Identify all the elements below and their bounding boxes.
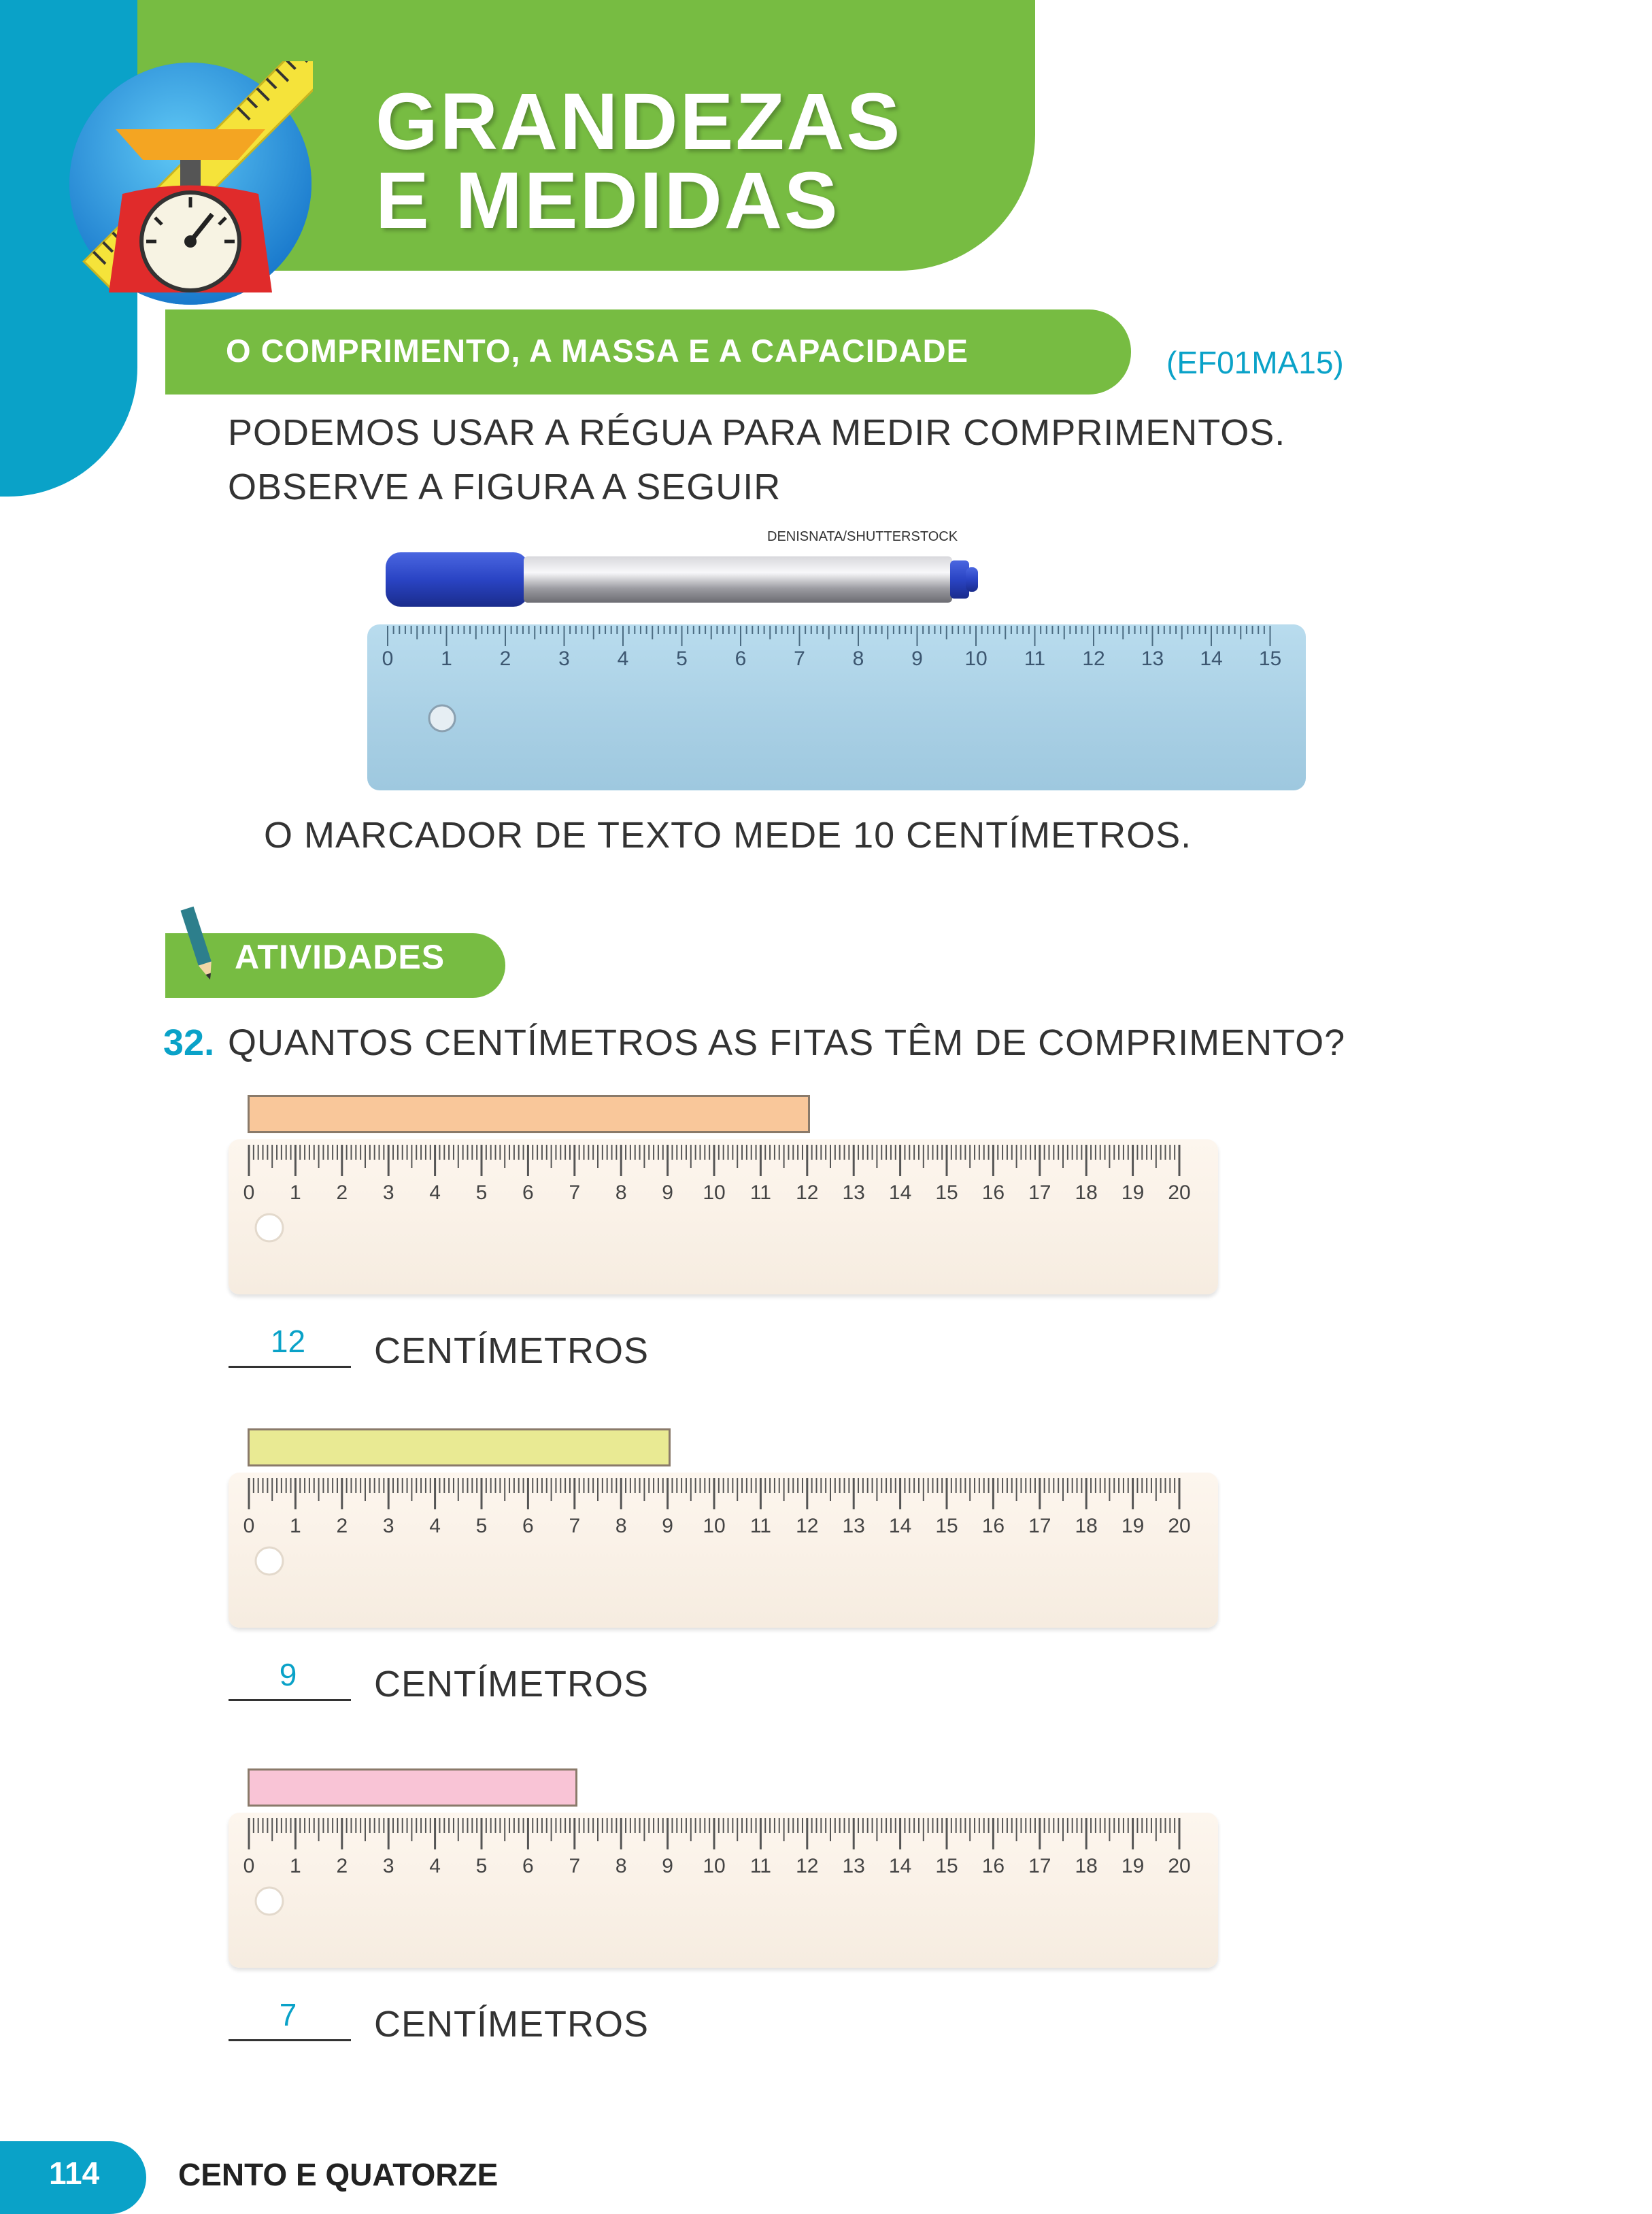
ruler-number-label: 9 (662, 1855, 673, 1877)
ruler-number-label: 7 (569, 1181, 581, 1204)
ruler-hole (256, 1547, 283, 1575)
ruler-number-label: 4 (617, 648, 629, 670)
ruler-number-label: 19 (1121, 1515, 1145, 1537)
ruler-number-label: 7 (569, 1855, 581, 1877)
cm-ruler-scale (229, 1813, 1218, 1968)
photo-credit: DENISNATA/SHUTTERSTOCK (767, 529, 958, 544)
ruler-number-label: 13 (1141, 648, 1164, 670)
ruler-number-label: 3 (382, 1515, 394, 1537)
ruler-number-label: 2 (336, 1855, 348, 1877)
ruler-number-label: 11 (1024, 648, 1046, 670)
ruler-hole (256, 1888, 283, 1915)
ruler-number-label: 3 (558, 648, 570, 670)
ruler-number-label: 15 (935, 1855, 958, 1877)
tape-strip (248, 1428, 671, 1466)
ruler-number-label: 18 (1075, 1855, 1098, 1877)
ruler-number-label: 1 (441, 648, 452, 670)
ruler-number-label: 17 (1028, 1181, 1051, 1204)
ruler-number-label: 0 (243, 1855, 255, 1877)
ruler-number-label: 0 (243, 1515, 255, 1537)
ruler-number-label: 2 (336, 1515, 348, 1537)
cm-ruler (229, 1473, 1218, 1628)
intro-line1: PODEMOS USAR A RÉGUA PARA MEDIR COMPRIMENTOS. (228, 412, 1286, 453)
ruler-number-label: 3 (382, 1855, 394, 1877)
tape-strip (248, 1095, 810, 1133)
ruler-number-label: 16 (981, 1855, 1005, 1877)
ruler-number-label: 19 (1121, 1855, 1145, 1877)
ruler-number-label: 18 (1075, 1515, 1098, 1537)
ruler-number-label: 8 (615, 1855, 627, 1877)
ruler-number-label: 9 (662, 1181, 673, 1204)
ruler-number-label: 11 (749, 1515, 771, 1537)
ruler-number-label: 5 (475, 1181, 488, 1204)
ruler-number-label: 17 (1028, 1855, 1051, 1877)
chapter-title-line1: GRANDEZAS (375, 77, 903, 167)
unit-label: CENTÍMETROS (374, 2004, 650, 2045)
example-ruler-scale (367, 624, 1306, 790)
ruler-number-label: 4 (429, 1181, 441, 1204)
ruler-number-label: 18 (1075, 1181, 1098, 1204)
ruler-number-label: 17 (1028, 1515, 1051, 1537)
ruler-number-label: 19 (1121, 1181, 1145, 1204)
unit-label: CENTÍMETROS (374, 1664, 650, 1705)
ruler-number-label: 10 (964, 648, 988, 670)
skill-code: (EF01MA15) (1166, 345, 1344, 380)
section-title: O COMPRIMENTO, A MASSA E A CAPACIDADE (226, 333, 968, 369)
ruler-number-label: 20 (1168, 1181, 1191, 1204)
ruler-number-label: 13 (842, 1515, 865, 1537)
ruler-number-label: 7 (794, 648, 805, 670)
answer-blank-line (229, 1699, 351, 1701)
activities-label: ATIVIDADES (235, 938, 445, 976)
ruler-number-label: 0 (382, 648, 394, 670)
example-ruler (367, 624, 1306, 790)
ruler-number-label: 12 (796, 1515, 819, 1537)
ruler-number-label: 8 (615, 1181, 627, 1204)
ruler-number-label: 16 (981, 1515, 1005, 1537)
answer-blank-line (229, 2039, 351, 2041)
unit-label: CENTÍMETROS (374, 1330, 650, 1371)
page-number-words: CENTO E QUATORZE (178, 2157, 499, 2192)
ruler-number-label: 1 (290, 1515, 301, 1537)
ruler-number-label: 20 (1168, 1855, 1191, 1877)
ruler-hole (256, 1214, 283, 1241)
answer-value[interactable]: 7 (279, 1997, 297, 2032)
ruler-number-label: 6 (735, 648, 747, 670)
cm-ruler (229, 1139, 1218, 1294)
ruler-number-label: 3 (382, 1181, 394, 1204)
cm-ruler-scale (229, 1139, 1218, 1294)
question-text: QUANTOS CENTÍMETROS AS FITAS TÊM DE COMPRIMENTO? (228, 1022, 1346, 1063)
ruler-number-label: 6 (522, 1515, 534, 1537)
ruler-number-label: 5 (475, 1855, 488, 1877)
ruler-number-label: 14 (888, 1515, 912, 1537)
ruler-number-label: 14 (1200, 648, 1223, 670)
ruler-number-label: 20 (1168, 1515, 1191, 1537)
tape-strip (248, 1768, 577, 1807)
highlighter-marker-image (384, 550, 979, 609)
ruler-hole (429, 705, 455, 731)
ruler-number-label: 7 (569, 1515, 581, 1537)
ruler-number-label: 12 (796, 1181, 819, 1204)
ruler-number-label: 14 (888, 1855, 912, 1877)
question-number: 32. (163, 1022, 215, 1063)
ruler-number-label: 15 (1258, 648, 1282, 670)
ruler-number-label: 15 (935, 1515, 958, 1537)
ruler-number-label: 12 (796, 1855, 819, 1877)
ruler-number-label: 14 (888, 1181, 912, 1204)
ruler-number-label: 5 (676, 648, 688, 670)
ruler-number-label: 16 (981, 1181, 1005, 1204)
ruler-number-label: 0 (243, 1181, 255, 1204)
ruler-number-label: 13 (842, 1181, 865, 1204)
ruler-number-label: 9 (911, 648, 923, 670)
ruler-number-label: 4 (429, 1855, 441, 1877)
ruler-number-label: 10 (703, 1855, 726, 1877)
ruler-number-label: 8 (852, 648, 864, 670)
ruler-number-label: 10 (703, 1181, 726, 1204)
pencil-icon (178, 903, 219, 985)
ruler-number-label: 15 (935, 1181, 958, 1204)
ruler-number-label: 4 (429, 1515, 441, 1537)
answer-value[interactable]: 12 (270, 1324, 306, 1359)
cm-ruler-scale (229, 1473, 1218, 1628)
ruler-number-label: 6 (522, 1181, 534, 1204)
ruler-number-label: 12 (1082, 648, 1105, 670)
ruler-number-label: 10 (703, 1515, 726, 1537)
ruler-number-label: 11 (749, 1181, 771, 1204)
intro-line2: OBSERVE A FIGURA A SEGUIR (228, 467, 781, 507)
ruler-number-label: 2 (499, 648, 511, 670)
ruler-number-label: 13 (842, 1855, 865, 1877)
answer-value[interactable]: 9 (279, 1657, 297, 1692)
measurement-statement: O MARCADOR DE TEXTO MEDE 10 CENTÍMETROS. (264, 815, 1192, 856)
ruler-number-label: 11 (749, 1855, 771, 1877)
ruler-number-label: 5 (475, 1515, 488, 1537)
ruler-number-label: 9 (662, 1515, 673, 1537)
page-number: 114 (49, 2156, 100, 2191)
cm-ruler (229, 1813, 1218, 1968)
scale-and-ruler-icon (68, 61, 313, 306)
ruler-number-label: 1 (290, 1855, 301, 1877)
chapter-title-line2: E MEDIDAS (375, 156, 840, 246)
ruler-number-label: 8 (615, 1515, 627, 1537)
ruler-number-label: 6 (522, 1855, 534, 1877)
answer-blank-line (229, 1366, 351, 1368)
ruler-number-label: 2 (336, 1181, 348, 1204)
ruler-number-label: 1 (290, 1181, 301, 1204)
